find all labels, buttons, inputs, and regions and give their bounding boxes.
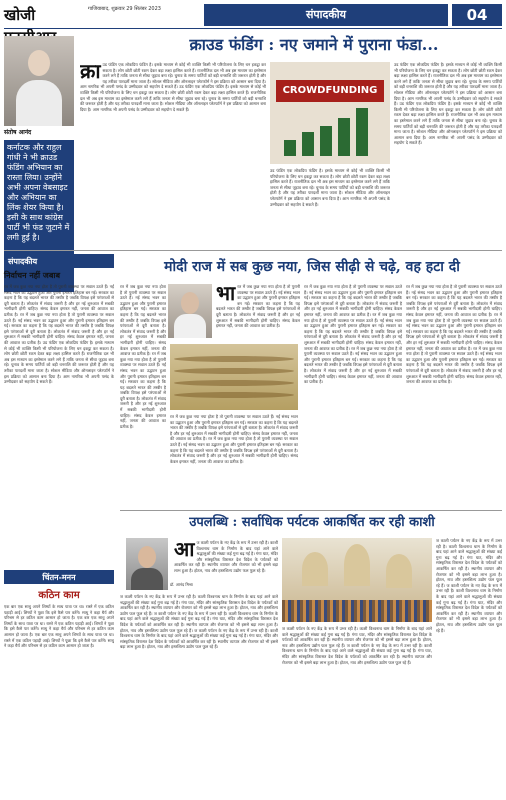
- crowdfunding-banner: CROWDFUNDING: [276, 80, 384, 102]
- thought-body: एक बार एक साधु अपने शिष्यों के साथ यात्रा पर था। रास्ते में एक कठिन पहाड़ी आई। शिष्यों ने पूछा कि इसे कैसे पार करेंगे। साधु ने कहा धैर्य और परिश्रम से हर कठिन काम आसान हो जाता है। एक बार एक साधु अपने शिष्यों के साथ यात्रा पर था। रास्ते में एक कठिन पहाड़ी आई। शिष्यों ने पूछा कि इसे कैसे पार करेंगे। साधु ने कहा धैर्य और परिश्रम से हर कठिन काम आसान हो जाता है। एक बार एक साधु अपने शिष्यों के साथ यात्रा पर था। रास्ते में एक कठिन पहाड़ी आई। शिष्यों ने पूछा कि इसे कैसे पार करेंगे। साधु ने कहा धैर्य और परिश्रम से हर कठिन काम आसान हो जाता है।: [4, 604, 114, 649]
- kashi-temple-image: [282, 538, 432, 622]
- headline-kashi: उपलब्धि : सर्वाधिक पर्यटक आकर्षित कर रही काशी: [189, 515, 435, 530]
- article3-col3: ज काशी पर्यटन के नए केंद्र के रूप में उभर रही है। काशी विश्वनाथ धाम के निर्माण के बाद यहां आने वाले श्रद्धालुओं की संख्या कई गुना बढ़ गई है। गंगा घाट, मंदिर और सांस्कृतिक विरासत देश विदेश के पर्यटकों को आकर्षित कर रही है। स्थानीय व्यापार और रोजगार को भी इससे बड़ा लाभ हुआ है। होटल, नाव और हस्तशिल्प उद्योग फल फूल रहे हैं। ज काशी पर्यटन के नए केंद्र के रूप में उभर रही है। काशी विश्वनाथ धाम के निर्माण के बाद यहां आने वाले श्रद्धालुओं की संख्या कई गुना बढ़ गई है। गंगा घाट, मंदिर और सांस्कृतिक विरासत देश विदेश के पर्यटकों को आकर्षित कर रही है। स्थानीय व्यापार और रोजगार को भी इससे बड़ा लाभ हुआ है। होटल, नाव और हस्तशिल्प उद्योग फल फूल रहे हैं।: [436, 538, 502, 633]
- article3-intro: आ ज काशी पर्यटन के नए केंद्र के रूप में उभर रही है। काशी विश्वनाथ धाम के निर्माण के बाद यहां आने वाले श्रद्धालुओं की संख्या कई गुना बढ़ गई है। गंगा घाट, मंदिर और सांस्कृतिक विरासत देश विदेश के पर्यटकों को आकर्षित कर रही है। स्थानीय व्यापार और रोजगार को भी इससे बड़ा लाभ हुआ है। होटल, नाव और हस्तशिल्प उद्योग फल फूल रहे हैं।: [174, 540, 278, 573]
- section-banner: संपादकीय: [204, 4, 448, 26]
- pull-quote: कर्नाटक और राहुल गांधी ने भी क्राउड फंडिंग अभियान का रास्ता लिया। उन्होंने अभी अपना वेबसाइट और अभियान का लिंक शेयर किया है। इसी के साथ कांग्रेस पार्टी भी फंड जुटाने में लगी हुई है।: [4, 140, 74, 292]
- thought-label: चिंतन-मनन: [4, 570, 114, 584]
- brand-logo: खोजी: [4, 4, 82, 26]
- article1-body-right: उड फंडिंग एक लोकप्रिय फंडिंग है। इसके माध्यम से कोई भी व्यक्ति किसी भी परियोजना के लिए धन इकट्ठा कर सकता है। लोग छोटी छोटी रकम देकर बड़ा लक्ष्य हासिल करते हैं। राजनीतिक दल भी अब इस माध्यम का इस्तेमाल करने लगे हैं ताकि जनता से सीधा जुड़ाव बना रहे। चुनाव के समय पार्टियों को बड़ी धनराशि की जरूरत होती है और यह तरीका पारदर्शी माना जाता है। सोशल मीडिया और ऑनलाइन प्लेटफॉर्म ने इस प्रक्रिया को आसान बना दिया है। आम नागरिक भी अपनी पसंद के उम्मीदवार को सहयोग दे सकते हैं। उड फंडिंग एक लोकप्रिय फंडिंग है। इसके माध्यम से कोई भी व्यक्ति किसी भी परियोजना के लिए धन इकट्ठा कर सकता है। लोग छोटी छोटी रकम देकर बड़ा लक्ष्य हासिल करते हैं। राजनीतिक दल भी अब इस माध्यम का इस्तेमाल करने लगे हैं ताकि जनता से सीधा जुड़ाव बना रहे। चुनाव के समय पार्टियों को बड़ी धनराशि की जरूरत होती है और यह तरीका पारदर्शी माना जाता है। सोशल मीडिया और ऑनलाइन प्लेटफॉर्म ने इस प्रक्रिया को आसान बना दिया है। आम नागरिक भी अपनी पसंद के उम्मीदवार को सहयोग दे सकते हैं।: [394, 62, 502, 146]
- article1-text-mid: उड फंडिंग एक लोकप्रिय फंडिंग है। इसके माध्यम से कोई भी व्यक्ति किसी भी परियोजना के लिए धन इकट्ठा कर सकता है। लोग छोटी छोटी रकम देकर बड़ा लक्ष्य हासिल करते हैं। राजनीतिक दल भी अब इस माध्यम का इस्तेमाल करने लगे हैं ताकि जनता से सीधा जुड़ाव बना रहे। चुनाव के समय पार्टियों को बड़ी धनराशि की जरूरत होती है और यह तरीका पारदर्शी माना जाता है। सोशल मीडिया और ऑनलाइन प्लेटफॉर्म ने इस प्रक्रिया को आसान बना दिया है। आम नागरिक भी अपनी पसंद के उम्मीदवार को सहयोग दे सकते हैं।: [270, 168, 390, 207]
- masthead: [4, 4, 502, 26]
- author-photo-3: [126, 538, 168, 590]
- editorial-title: निर्वाचन नहीं जबाब: [4, 270, 61, 280]
- article1-body-middle: [270, 168, 390, 248]
- editorial-body: रत में जब कुछ नया नया होता है तो पुरानी व्यवस्था पर सवाल उठते हैं। नई संसद भवन का उद्घाटन हुआ और पुरानी इमारत इतिहास बन गई। सरकार का कहना है कि यह बदलते भारत की तस्वीर है जबकि विपक्ष इसे परंपराओं से दूरी बताता है। लोकतंत्र में संवाद जरूरी है और हर नई शुरुआत में सबकी भागीदारी होनी चाहिए। संसद केवल इमारत नहीं, जनता की आवाज का प्रतीक है। रत में जब कुछ नया नया होता है तो पुरानी व्यवस्था पर सवाल उठते हैं। नई संसद भवन का उद्घाटन हुआ और पुरानी इमारत इतिहास बन गई। सरकार का कहना है कि यह बदलते भारत की तस्वीर है जबकि विपक्ष इसे परंपराओं से दूरी बताता है। लोकतंत्र में संवाद जरूरी है और हर नई शुरुआत में सबकी भागीदारी होनी चाहिए। संसद केवल इमारत नहीं, जनता की आवाज का प्रतीक है। उड फंडिंग एक लोकप्रिय फंडिंग है। इसके माध्यम से कोई भी व्यक्ति किसी भी परियोजना के लिए धन इकट्ठा कर सकता है। लोग छोटी छोटी रकम देकर बड़ा लक्ष्य हासिल करते हैं। राजनीतिक दल भी अब इस माध्यम का इस्तेमाल करने लगे हैं ताकि जनता से सीधा जुड़ाव बना रहे। चुनाव के समय पार्टियों को बड़ी धनराशि की जरूरत होती है और यह तरीका पारदर्शी माना जाता है। सोशल मीडिया और ऑनलाइन प्लेटफॉर्म ने इस प्रक्रिया को आसान बना दिया है। आम नागरिक भी अपनी पसंद के उम्मीदवार को सहयोग दे सकते हैं।: [4, 284, 114, 385]
- article2-col3: रत में जब कुछ नया नया होता है तो पुरानी व्यवस्था पर सवाल उठते हैं। नई संसद भवन का उद्घाटन हुआ और पुरानी इमारत इतिहास बन गई। सरकार का कहना है कि यह बदलते भारत की तस्वीर है जबकि विपक्ष इसे परंपराओं से दूरी बताता है। लोकतंत्र में संवाद जरूरी है और हर नई शुरुआत में सबकी भागीदारी होनी चाहिए। संसद केवल इमारत नहीं, जनता की आवाज का प्रतीक है। रत में जब कुछ नया नया होता है तो पुरानी व्यवस्था पर सवाल उठते हैं। नई संसद भवन का उद्घाटन हुआ और पुरानी इमारत इतिहास बन गई। सरकार का कहना है कि यह बदलते भारत की तस्वीर है जबकि विपक्ष इसे परंपराओं से दूरी बताता है। लोकतंत्र में संवाद जरूरी है और हर नई शुरुआत में सबकी भागीदारी होनी चाहिए। संसद केवल इमारत नहीं, जनता की आवाज का प्रतीक है। रत में जब कुछ नया नया होता है तो पुरानी व्यवस्था पर सवाल उठते हैं। नई संसद भवन का उद्घाटन हुआ और पुरानी इमारत इतिहास बन गई। सरकार का कहना है कि यह बदलते भारत की तस्वीर है जबकि विपक्ष इसे परंपराओं से दूरी बताता है। लोकतंत्र में संवाद जरूरी है और हर नई शुरुआत में सबकी भागीदारी होनी चाहिए। संसद केवल इमारत नहीं, जनता की आवाज का प्रतीक है।: [304, 284, 402, 385]
- article2-intro: भा रत में जब कुछ नया नया होता है तो पुरानी व्यवस्था पर सवाल उठते हैं। नई संसद भवन का उद्घाटन हुआ और पुरानी इमारत इतिहास बन गई। सरकार का कहना है कि यह बदलते भारत की तस्वीर है जबकि विपक्ष इसे परंपराओं से दूरी बताता है। लोकतंत्र में संवाद जरूरी है और हर नई शुरुआत में सबकी भागीदारी होनी चाहिए। संसद केवल इमारत नहीं, जनता की आवाज का प्रतीक है।: [216, 284, 300, 329]
- headline-modi: मोदी राज में सब कुछ नया, जिस सीढ़ी से चढ़े, वह हटा दी: [164, 259, 460, 275]
- article3-col2: ज काशी पर्यटन के नए केंद्र के रूप में उभर रही है। काशी विश्वनाथ धाम के निर्माण के बाद यहां आने वाले श्रद्धालुओं की संख्या कई गुना बढ़ गई है। गंगा घाट, मंदिर और सांस्कृतिक विरासत देश विदेश के पर्यटकों को आकर्षित कर रही है। स्थानीय व्यापार और रोजगार को भी इससे बड़ा लाभ हुआ है। होटल, नाव और हस्तशिल्प उद्योग फल फूल रहे हैं। ज काशी पर्यटन के नए केंद्र के रूप में उभर रही है। काशी विश्वनाथ धाम के निर्माण के बाद यहां आने वाले श्रद्धालुओं की संख्या कई गुना बढ़ गई है। गंगा घाट, मंदिर और सांस्कृतिक विरासत देश विदेश के पर्यटकों को आकर्षित कर रही है। स्थानीय व्यापार और रोजगार को भी इससे बड़ा लाभ हुआ है। होटल, नाव और हस्तशिल्प उद्योग फल फूल रहे हैं।: [282, 626, 432, 665]
- author-photo: [4, 36, 74, 126]
- article2-col2: रत में जब कुछ नया नया होता है तो पुरानी व्यवस्था पर सवाल उठते हैं। नई संसद भवन का उद्घाटन हुआ और पुरानी इमारत इतिहास बन गई। सरकार का कहना है कि यह बदलते भारत की तस्वीर है जबकि विपक्ष इसे परंपराओं से दूरी बताता है। लोकतंत्र में संवाद जरूरी है और हर नई शुरुआत में सबकी भागीदारी होनी चाहिए। संसद केवल इमारत नहीं, जनता की आवाज का प्रतीक है। रत में जब कुछ नया नया होता है तो पुरानी व्यवस्था पर सवाल उठते हैं। नई संसद भवन का उद्घाटन हुआ और पुरानी इमारत इतिहास बन गई। सरकार का कहना है कि यह बदलते भारत की तस्वीर है जबकि विपक्ष इसे परंपराओं से दूरी बताता है। लोकतंत्र में संवाद जरूरी है और हर नई शुरुआत में सबकी भागीदारी होनी चाहिए। संसद केवल इमारत नहीं, जनता की आवाज का प्रतीक है।: [170, 414, 298, 464]
- article1-body-left: क्रा उड फंडिंग एक लोकप्रिय फंडिंग है। इसके माध्यम से कोई भी व्यक्ति किसी भी परियोजना के लिए धन इकट्ठा कर सकता है। लोग छोटी छोटी रकम देकर बड़ा लक्ष्य हासिल करते हैं। राजनीतिक दल भी अब इस माध्यम का इस्तेमाल करने लगे हैं ताकि जनता से सीधा जुड़ाव बना रहे। चुनाव के समय पार्टियों को बड़ी धनराशि की जरूरत होती है और यह तरीका पारदर्शी माना जाता है। सोशल मीडिया और ऑनलाइन प्लेटफॉर्म ने इस प्रक्रिया को आसान बना दिया है। आम नागरिक भी अपनी पसंद के उम्मीदवार को सहयोग दे सकते हैं। उड फंडिंग एक लोकप्रिय फंडिंग है। इसके माध्यम से कोई भी व्यक्ति किसी भी परियोजना के लिए धन इकट्ठा कर सकता है। लोग छोटी छोटी रकम देकर बड़ा लक्ष्य हासिल करते हैं। राजनीतिक दल भी अब इस माध्यम का इस्तेमाल करने लगे हैं ताकि जनता से सीधा जुड़ाव बना रहे। चुनाव के समय पार्टियों को बड़ी धनराशि की जरूरत होती है और यह तरीका पारदर्शी माना जाता है। सोशल मीडिया और ऑनलाइन प्लेटफॉर्म ने इस प्रक्रिया को आसान बना दिया है। आम नागरिक भी अपनी पसंद के उम्मीदवार को सहयोग दे सकते हैं।: [80, 62, 266, 112]
- crowdfunding-image: [270, 62, 390, 164]
- article3-col1: ज काशी पर्यटन के नए केंद्र के रूप में उभर रही है। काशी विश्वनाथ धाम के निर्माण के बाद यहां आने वाले श्रद्धालुओं की संख्या कई गुना बढ़ गई है। गंगा घाट, मंदिर और सांस्कृतिक विरासत देश विदेश के पर्यटकों को आकर्षित कर रही है। स्थानीय व्यापार और रोजगार को भी इससे बड़ा लाभ हुआ है। होटल, नाव और हस्तशिल्प उद्योग फल फूल रहे हैं। ज काशी पर्यटन के नए केंद्र के रूप में उभर रही है। काशी विश्वनाथ धाम के निर्माण के बाद यहां आने वाले श्रद्धालुओं की संख्या कई गुना बढ़ गई है। गंगा घाट, मंदिर और सांस्कृतिक विरासत देश विदेश के पर्यटकों को आकर्षित कर रही है। स्थानीय व्यापार और रोजगार को भी इससे बड़ा लाभ हुआ है। होटल, नाव और हस्तशिल्प उद्योग फल फूल रहे हैं। ज काशी पर्यटन के नए केंद्र के रूप में उभर रही है। काशी विश्वनाथ धाम के निर्माण के बाद यहां आने वाले श्रद्धालुओं की संख्या कई गुना बढ़ गई है। गंगा घाट, मंदिर और सांस्कृतिक विरासत देश विदेश के पर्यटकों को आकर्षित कर रही है। स्थानीय व्यापार और रोजगार को भी इससे बड़ा लाभ हुआ है। होटल, नाव और हस्तशिल्प उद्योग फल फूल रहे हैं।: [120, 594, 278, 650]
- article1-text-cont: उड फंडिंग एक लोकप्रिय फंडिंग है। इसके माध्यम से कोई भी व्यक्ति किसी भी परियोजना के लिए धन इकट्ठा कर सकता है। लोग छोटी छोटी रकम देकर बड़ा लक्ष्य हासिल करते हैं। राजनीतिक दल भी अब इस माध्यम का इस्तेमाल करने लगे हैं ताकि जनता से सीधा जुड़ाव बना रहे। चुनाव के समय पार्टियों को बड़ी धनराशि की जरूरत होती है और यह तरीका पारदर्शी माना जाता है। सोशल मीडिया और ऑनलाइन प्लेटफॉर्म ने इस प्रक्रिया को आसान बना दिया है। आम नागरिक भी अपनी पसंद के उम्मीदवार को सहयोग दे सकते हैं।: [394, 62, 502, 107]
- article2-col1: रत में जब कुछ नया नया होता है तो पुरानी व्यवस्था पर सवाल उठते हैं। नई संसद भवन का उद्घाटन हुआ और पुरानी इमारत इतिहास बन गई। सरकार का कहना है कि यह बदलते भारत की तस्वीर है जबकि विपक्ष इसे परंपराओं से दूरी बताता है। लोकतंत्र में संवाद जरूरी है और हर नई शुरुआत में सबकी भागीदारी होनी चाहिए। संसद केवल इमारत नहीं, जनता की आवाज का प्रतीक है। रत में जब कुछ नया नया होता है तो पुरानी व्यवस्था पर सवाल उठते हैं। नई संसद भवन का उद्घाटन हुआ और पुरानी इमारत इतिहास बन गई। सरकार का कहना है कि यह बदलते भारत की तस्वीर है जबकि विपक्ष इसे परंपराओं से दूरी बताता है। लोकतंत्र में संवाद जरूरी है और हर नई शुरुआत में सबकी भागीदारी होनी चाहिए। संसद केवल इमारत नहीं, जनता की आवाज का प्रतीक है।: [120, 284, 166, 429]
- parliament-image: [170, 344, 298, 410]
- article2-col4: रत में जब कुछ नया नया होता है तो पुरानी व्यवस्था पर सवाल उठते हैं। नई संसद भवन का उद्घाटन हुआ और पुरानी इमारत इतिहास बन गई। सरकार का कहना है कि यह बदलते भारत की तस्वीर है जबकि विपक्ष इसे परंपराओं से दूरी बताता है। लोकतंत्र में संवाद जरूरी है और हर नई शुरुआत में सबकी भागीदारी होनी चाहिए। संसद केवल इमारत नहीं, जनता की आवाज का प्रतीक है। रत में जब कुछ नया नया होता है तो पुरानी व्यवस्था पर सवाल उठते हैं। नई संसद भवन का उद्घाटन हुआ और पुरानी इमारत इतिहास बन गई। सरकार का कहना है कि यह बदलते भारत की तस्वीर है जबकि विपक्ष इसे परंपराओं से दूरी बताता है। लोकतंत्र में संवाद जरूरी है और हर नई शुरुआत में सबकी भागीदारी होनी चाहिए। संसद केवल इमारत नहीं, जनता की आवाज का प्रतीक है। रत में जब कुछ नया नया होता है तो पुरानी व्यवस्था पर सवाल उठते हैं। नई संसद भवन का उद्घाटन हुआ और पुरानी इमारत इतिहास बन गई। सरकार का कहना है कि यह बदलते भारत की तस्वीर है जबकि विपक्ष इसे परंपराओं से दूरी बताता है। लोकतंत्र में संवाद जरूरी है और हर नई शुरुआत में सबकी भागीदारी होनी चाहिए। संसद केवल इमारत नहीं, जनता की आवाज का प्रतीक है।: [406, 284, 502, 385]
- dropcap-3: आ: [174, 540, 195, 561]
- editorial-text: रत में जब कुछ नया नया होता है तो पुरानी व्यवस्था पर सवाल उठते हैं। नई संसद भवन का उद्घाटन हुआ और पुरानी इमारत इतिहास बन गई। सरकार का कहना है कि यह बदलते भारत की तस्वीर है जबकि विपक्ष इसे परंपराओं से दूरी बताता है। लोकतंत्र में संवाद जरूरी है और हर नई शुरुआत में सबकी भागीदारी होनी चाहिए। संसद केवल इमारत नहीं, जनता की आवाज का प्रतीक है।: [4, 284, 114, 317]
- author-name-3: डॉ. आनंद मिश्रा: [170, 582, 193, 587]
- header-rule: [4, 28, 502, 29]
- author-photo-2: [168, 284, 212, 338]
- editorial-label: संपादकीय: [4, 254, 114, 268]
- thought-title: कठिन काम: [38, 590, 80, 601]
- headline-crowdfunding: क्राउड फंडिंग : नए जमाने में पुराना फंडा...: [189, 35, 439, 54]
- article1-text: उड फंडिंग एक लोकप्रिय फंडिंग है। इसके माध्यम से कोई भी व्यक्ति किसी भी परियोजना के लिए धन इकट्ठा कर सकता है। लोग छोटी छोटी रकम देकर बड़ा लक्ष्य हासिल करते हैं। राजनीतिक दल भी अब इस माध्यम का इस्तेमाल करने लगे हैं ताकि जनता से सीधा जुड़ाव बना रहे। चुनाव के समय पार्टियों को बड़ी धनराशि की जरूरत होती है और यह तरीका पारदर्शी माना जाता है। सोशल मीडिया और ऑनलाइन प्लेटफॉर्म ने इस प्रक्रिया को आसान बना दिया है। आम नागरिक भी अपनी पसंद के उम्मीदवार को सहयोग दे सकते हैं।: [80, 62, 266, 90]
- section-divider: [4, 250, 502, 251]
- dropcap: क्रा: [80, 62, 101, 83]
- page-number: 04: [452, 4, 502, 26]
- date-line: गाजियाबाद, शुक्रवार 29 सितंबर 2023: [88, 6, 161, 12]
- author-name: संतोष आनंद: [4, 129, 32, 136]
- dropcap-2: भा: [216, 284, 236, 305]
- section-divider-2: [120, 510, 502, 511]
